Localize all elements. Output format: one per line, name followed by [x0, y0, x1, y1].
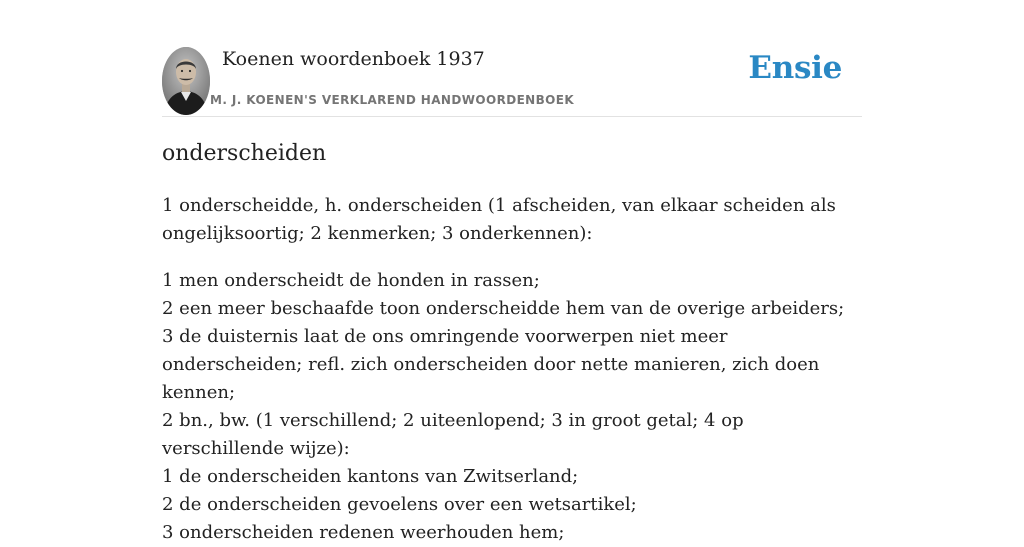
- page: [162, 0, 862, 543]
- entry-examples: [162, 267, 862, 547]
- entry-definition: 1 onderscheidde, h. onderscheiden (1 afscheiden, van elkaar scheiden als ongelijksoortig; 2 kenmerken; 3 onderkennen):: [162, 195, 836, 244]
- example-line: 2 de onderscheiden gevoelens over een wetsartikel;: [162, 494, 637, 515]
- example-line: 1 de onderscheiden kantons van Zwitserland;: [162, 466, 579, 487]
- portrait-image: [162, 47, 210, 115]
- example-line: 2 bn., bw. (1 verschillend; 2 uiteenlopend; 3 in groot getal; 4 op verschillende wijze):: [162, 410, 744, 459]
- header: [162, 46, 862, 117]
- author-portrait: [162, 47, 210, 115]
- page-title: onderscheiden: [162, 141, 327, 166]
- book-subtitle: M. J. KOENEN'S VERKLAREND HANDWOORDENBOEK: [210, 93, 575, 107]
- example-line: 3 de duisternis laat de ons omringende voorwerpen niet meer onderscheiden; refl. zich onderscheiden door nette manieren, zich doen kennen;: [162, 326, 820, 403]
- ensie-logo-link[interactable]: Ensie: [748, 50, 842, 86]
- example-line: 1 men onderscheidt de honden in rassen;: [162, 270, 540, 291]
- example-line: 2 een meer beschaafde toon onderscheidde hem van de overige arbeiders;: [162, 298, 845, 319]
- example-line: 3 onderscheiden redenen weerhouden hem;: [162, 522, 565, 543]
- book-title[interactable]: Koenen woordenboek 1937: [222, 48, 485, 70]
